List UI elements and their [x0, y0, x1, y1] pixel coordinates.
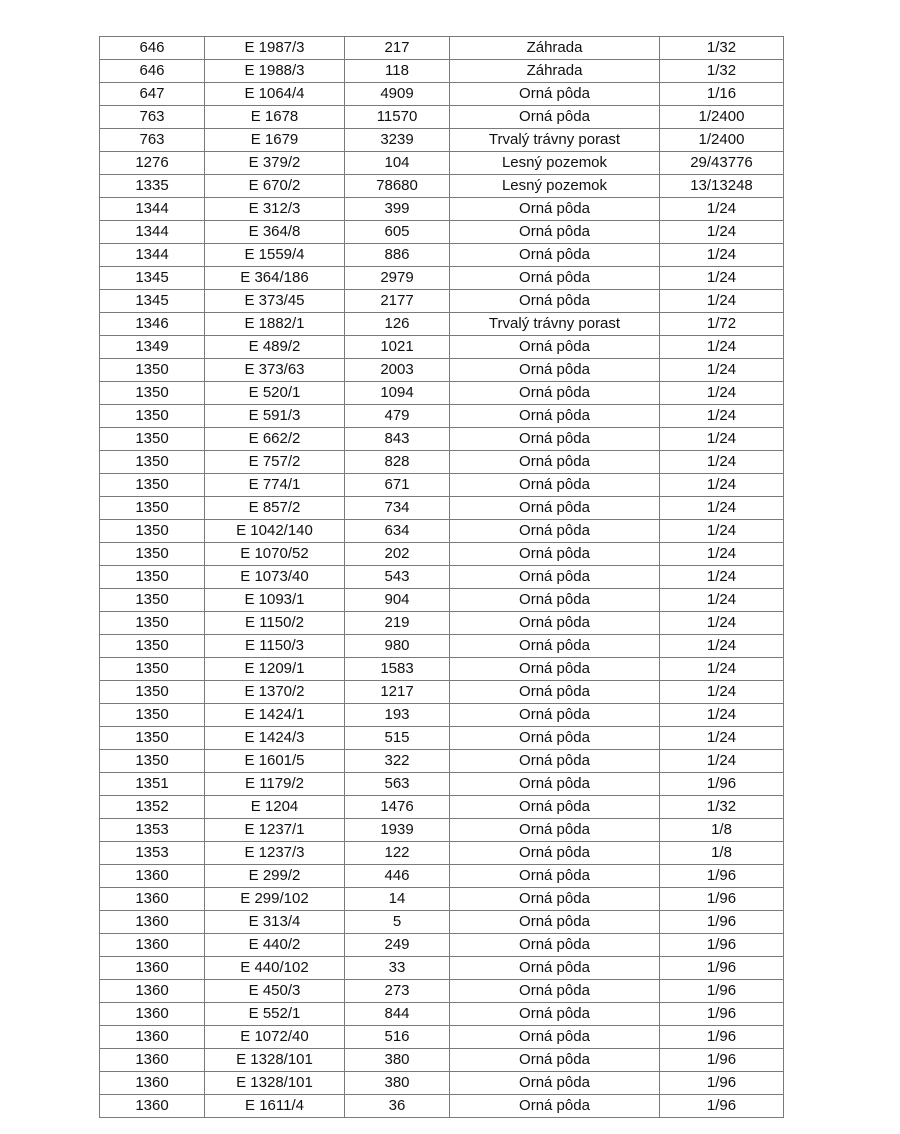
- area-cell: 563: [345, 773, 450, 796]
- lv-number-cell: 1350: [100, 727, 205, 750]
- area-cell: 2177: [345, 290, 450, 313]
- lv-number-cell: 1360: [100, 934, 205, 957]
- table-row: [100, 1049, 784, 1072]
- parcel-number-cell: E 1679: [205, 129, 345, 152]
- area-cell: 516: [345, 1026, 450, 1049]
- land-type-cell: Orná pôda: [450, 612, 660, 635]
- share-cell: 1/72: [660, 313, 784, 336]
- parcel-number-cell: E 1237/1: [205, 819, 345, 842]
- parcel-number-cell: E 1328/101: [205, 1072, 345, 1095]
- area-cell: 219: [345, 612, 450, 635]
- land-type-cell: Orná pôda: [450, 819, 660, 842]
- table-row: [100, 37, 784, 60]
- table-row: [100, 589, 784, 612]
- area-cell: 1476: [345, 796, 450, 819]
- area-cell: 78680: [345, 175, 450, 198]
- table-row: [100, 1003, 784, 1026]
- table-row: [100, 336, 784, 359]
- area-cell: 33: [345, 957, 450, 980]
- table-row: [100, 313, 784, 336]
- lv-number-cell: 1352: [100, 796, 205, 819]
- share-cell: 1/96: [660, 888, 784, 911]
- share-cell: 1/96: [660, 773, 784, 796]
- land-type-cell: Orná pôda: [450, 1049, 660, 1072]
- land-type-cell: Orná pôda: [450, 543, 660, 566]
- lv-number-cell: 1360: [100, 957, 205, 980]
- land-type-cell: Trvalý trávny porast: [450, 313, 660, 336]
- area-cell: 515: [345, 727, 450, 750]
- area-cell: 605: [345, 221, 450, 244]
- share-cell: 1/24: [660, 497, 784, 520]
- area-cell: 380: [345, 1049, 450, 1072]
- share-cell: 1/24: [660, 612, 784, 635]
- area-cell: 36: [345, 1095, 450, 1118]
- parcel-number-cell: E 1559/4: [205, 244, 345, 267]
- parcel-number-cell: E 312/3: [205, 198, 345, 221]
- parcel-number-cell: E 299/2: [205, 865, 345, 888]
- area-cell: 202: [345, 543, 450, 566]
- land-type-cell: Orná pôda: [450, 1072, 660, 1095]
- table-row: [100, 244, 784, 267]
- share-cell: 1/96: [660, 1026, 784, 1049]
- area-cell: 2003: [345, 359, 450, 382]
- area-cell: 1094: [345, 382, 450, 405]
- share-cell: 1/24: [660, 405, 784, 428]
- table-row: [100, 359, 784, 382]
- area-cell: 980: [345, 635, 450, 658]
- area-cell: 844: [345, 1003, 450, 1026]
- table-row: [100, 750, 784, 773]
- area-cell: 14: [345, 888, 450, 911]
- table-row: [100, 980, 784, 1003]
- land-type-cell: Trvalý trávny porast: [450, 129, 660, 152]
- lv-number-cell: 646: [100, 60, 205, 83]
- table-row: [100, 129, 784, 152]
- lv-number-cell: 1350: [100, 704, 205, 727]
- parcel-number-cell: E 1072/40: [205, 1026, 345, 1049]
- parcel-number-cell: E 440/2: [205, 934, 345, 957]
- area-cell: 479: [345, 405, 450, 428]
- table-row: [100, 474, 784, 497]
- parcel-table: [99, 36, 784, 1118]
- parcel-number-cell: E 670/2: [205, 175, 345, 198]
- lv-number-cell: 1360: [100, 888, 205, 911]
- parcel-number-cell: E 1150/2: [205, 612, 345, 635]
- land-type-cell: Orná pôda: [450, 405, 660, 428]
- share-cell: 1/24: [660, 589, 784, 612]
- share-cell: 1/24: [660, 727, 784, 750]
- parcel-number-cell: E 1328/101: [205, 1049, 345, 1072]
- area-cell: 843: [345, 428, 450, 451]
- lv-number-cell: 1350: [100, 543, 205, 566]
- lv-number-cell: 1360: [100, 1049, 205, 1072]
- lv-number-cell: 1360: [100, 911, 205, 934]
- parcel-number-cell: E 1204: [205, 796, 345, 819]
- lv-number-cell: 1360: [100, 1003, 205, 1026]
- parcel-number-cell: E 1150/3: [205, 635, 345, 658]
- land-type-cell: Orná pôda: [450, 796, 660, 819]
- land-type-cell: Orná pôda: [450, 980, 660, 1003]
- table-row: [100, 1095, 784, 1118]
- land-type-cell: Orná pôda: [450, 428, 660, 451]
- lv-number-cell: 1350: [100, 612, 205, 635]
- share-cell: 1/24: [660, 336, 784, 359]
- area-cell: 5: [345, 911, 450, 934]
- share-cell: 13/13248: [660, 175, 784, 198]
- share-cell: 1/8: [660, 819, 784, 842]
- share-cell: 1/24: [660, 382, 784, 405]
- share-cell: 1/96: [660, 1072, 784, 1095]
- table-row: [100, 1026, 784, 1049]
- lv-number-cell: 1350: [100, 589, 205, 612]
- share-cell: 1/16: [660, 83, 784, 106]
- area-cell: 1217: [345, 681, 450, 704]
- lv-number-cell: 1350: [100, 750, 205, 773]
- parcel-number-cell: E 1073/40: [205, 566, 345, 589]
- land-type-cell: Orná pôda: [450, 451, 660, 474]
- lv-number-cell: 1350: [100, 359, 205, 382]
- land-type-cell: Orná pôda: [450, 290, 660, 313]
- table-row: [100, 566, 784, 589]
- area-cell: 273: [345, 980, 450, 1003]
- table-row: [100, 957, 784, 980]
- area-cell: 634: [345, 520, 450, 543]
- parcel-number-cell: E 1988/3: [205, 60, 345, 83]
- area-cell: 104: [345, 152, 450, 175]
- lv-number-cell: 1360: [100, 980, 205, 1003]
- area-cell: 122: [345, 842, 450, 865]
- lv-number-cell: 1350: [100, 658, 205, 681]
- parcel-number-cell: E 1070/52: [205, 543, 345, 566]
- land-type-cell: Orná pôda: [450, 957, 660, 980]
- land-type-cell: Orná pôda: [450, 727, 660, 750]
- share-cell: 1/24: [660, 428, 784, 451]
- area-cell: 671: [345, 474, 450, 497]
- share-cell: 1/24: [660, 543, 784, 566]
- land-type-cell: Orná pôda: [450, 635, 660, 658]
- table-row: [100, 267, 784, 290]
- share-cell: 29/43776: [660, 152, 784, 175]
- parcel-number-cell: E 450/3: [205, 980, 345, 1003]
- land-type-cell: Orná pôda: [450, 359, 660, 382]
- lv-number-cell: 1344: [100, 198, 205, 221]
- area-cell: 193: [345, 704, 450, 727]
- parcel-number-cell: E 364/186: [205, 267, 345, 290]
- lv-number-cell: 647: [100, 83, 205, 106]
- lv-number-cell: 763: [100, 129, 205, 152]
- land-type-cell: Orná pôda: [450, 198, 660, 221]
- table-row: [100, 83, 784, 106]
- lv-number-cell: 1344: [100, 244, 205, 267]
- share-cell: 1/24: [660, 198, 784, 221]
- parcel-number-cell: E 1424/3: [205, 727, 345, 750]
- parcel-number-cell: E 1987/3: [205, 37, 345, 60]
- land-type-cell: Orná pôda: [450, 83, 660, 106]
- lv-number-cell: 1346: [100, 313, 205, 336]
- parcel-number-cell: E 1678: [205, 106, 345, 129]
- lv-number-cell: 1350: [100, 681, 205, 704]
- parcel-number-cell: E 373/63: [205, 359, 345, 382]
- table-row: [100, 934, 784, 957]
- area-cell: 828: [345, 451, 450, 474]
- parcel-number-cell: E 299/102: [205, 888, 345, 911]
- lv-number-cell: 1344: [100, 221, 205, 244]
- area-cell: 4909: [345, 83, 450, 106]
- table-row: [100, 911, 784, 934]
- land-type-cell: Orná pôda: [450, 566, 660, 589]
- table-row: [100, 888, 784, 911]
- table-row: [100, 704, 784, 727]
- land-type-cell: Orná pôda: [450, 1026, 660, 1049]
- share-cell: 1/24: [660, 474, 784, 497]
- table-row: [100, 497, 784, 520]
- land-type-cell: Orná pôda: [450, 336, 660, 359]
- land-type-cell: Orná pôda: [450, 934, 660, 957]
- parcel-number-cell: E 1611/4: [205, 1095, 345, 1118]
- table-row: [100, 819, 784, 842]
- parcel-number-cell: E 1093/1: [205, 589, 345, 612]
- land-type-cell: Orná pôda: [450, 704, 660, 727]
- lv-number-cell: 763: [100, 106, 205, 129]
- area-cell: 249: [345, 934, 450, 957]
- share-cell: 1/96: [660, 911, 784, 934]
- land-type-cell: Orná pôda: [450, 888, 660, 911]
- area-cell: 399: [345, 198, 450, 221]
- table-row: [100, 520, 784, 543]
- share-cell: 1/96: [660, 934, 784, 957]
- share-cell: 1/32: [660, 60, 784, 83]
- land-type-cell: Orná pôda: [450, 589, 660, 612]
- parcel-number-cell: E 520/1: [205, 382, 345, 405]
- parcel-number-cell: E 1209/1: [205, 658, 345, 681]
- land-type-cell: Orná pôda: [450, 658, 660, 681]
- lv-number-cell: 1350: [100, 428, 205, 451]
- table-row: [100, 635, 784, 658]
- lv-number-cell: 1350: [100, 635, 205, 658]
- parcel-number-cell: E 1424/1: [205, 704, 345, 727]
- table-row: [100, 681, 784, 704]
- table-row: [100, 451, 784, 474]
- land-type-cell: Orná pôda: [450, 382, 660, 405]
- table-row: [100, 428, 784, 451]
- area-cell: 118: [345, 60, 450, 83]
- share-cell: 1/96: [660, 1095, 784, 1118]
- share-cell: 1/24: [660, 244, 784, 267]
- lv-number-cell: 1360: [100, 1095, 205, 1118]
- lv-number-cell: 1350: [100, 520, 205, 543]
- area-cell: 446: [345, 865, 450, 888]
- table-row: [100, 865, 784, 888]
- table-row: [100, 382, 784, 405]
- parcel-number-cell: E 1237/3: [205, 842, 345, 865]
- share-cell: 1/24: [660, 566, 784, 589]
- land-type-cell: Orná pôda: [450, 750, 660, 773]
- lv-number-cell: 1350: [100, 405, 205, 428]
- lv-number-cell: 1349: [100, 336, 205, 359]
- land-type-cell: Lesný pozemok: [450, 175, 660, 198]
- share-cell: 1/32: [660, 37, 784, 60]
- share-cell: 1/2400: [660, 129, 784, 152]
- land-type-cell: Orná pôda: [450, 244, 660, 267]
- table-row: [100, 796, 784, 819]
- parcel-number-cell: E 364/8: [205, 221, 345, 244]
- share-cell: 1/96: [660, 1049, 784, 1072]
- share-cell: 1/24: [660, 359, 784, 382]
- land-type-cell: Orná pôda: [450, 773, 660, 796]
- share-cell: 1/24: [660, 290, 784, 313]
- area-cell: 886: [345, 244, 450, 267]
- area-cell: 1021: [345, 336, 450, 359]
- land-type-cell: Orná pôda: [450, 681, 660, 704]
- area-cell: 126: [345, 313, 450, 336]
- lv-number-cell: 1360: [100, 1026, 205, 1049]
- land-type-cell: Orná pôda: [450, 911, 660, 934]
- table-row: [100, 405, 784, 428]
- parcel-number-cell: E 757/2: [205, 451, 345, 474]
- share-cell: 1/24: [660, 451, 784, 474]
- area-cell: 734: [345, 497, 450, 520]
- lv-number-cell: 1276: [100, 152, 205, 175]
- share-cell: 1/24: [660, 750, 784, 773]
- lv-number-cell: 1350: [100, 474, 205, 497]
- lv-number-cell: 1360: [100, 865, 205, 888]
- parcel-number-cell: E 1882/1: [205, 313, 345, 336]
- lv-number-cell: 1350: [100, 566, 205, 589]
- area-cell: 217: [345, 37, 450, 60]
- table-row: [100, 106, 784, 129]
- share-cell: 1/24: [660, 704, 784, 727]
- area-cell: 904: [345, 589, 450, 612]
- table-row: [100, 612, 784, 635]
- parcel-number-cell: E 373/45: [205, 290, 345, 313]
- land-type-cell: Orná pôda: [450, 520, 660, 543]
- share-cell: 1/96: [660, 1003, 784, 1026]
- area-cell: 11570: [345, 106, 450, 129]
- lv-number-cell: 1353: [100, 842, 205, 865]
- table-row: [100, 543, 784, 566]
- table-row: [100, 658, 784, 681]
- parcel-number-cell: E 1064/4: [205, 83, 345, 106]
- parcel-table-body: [100, 37, 784, 1118]
- table-row: [100, 152, 784, 175]
- share-cell: 1/24: [660, 267, 784, 290]
- table-row: [100, 198, 784, 221]
- lv-number-cell: 1345: [100, 290, 205, 313]
- land-type-cell: Lesný pozemok: [450, 152, 660, 175]
- land-type-cell: Orná pôda: [450, 842, 660, 865]
- parcel-number-cell: E 1042/140: [205, 520, 345, 543]
- land-type-cell: Orná pôda: [450, 1095, 660, 1118]
- parcel-number-cell: E 440/102: [205, 957, 345, 980]
- parcel-number-cell: E 591/3: [205, 405, 345, 428]
- area-cell: 1583: [345, 658, 450, 681]
- area-cell: 322: [345, 750, 450, 773]
- table-row: [100, 175, 784, 198]
- lv-number-cell: 1350: [100, 451, 205, 474]
- area-cell: 380: [345, 1072, 450, 1095]
- land-type-cell: Orná pôda: [450, 865, 660, 888]
- area-cell: 1939: [345, 819, 450, 842]
- share-cell: 1/96: [660, 865, 784, 888]
- lv-number-cell: 1345: [100, 267, 205, 290]
- land-type-cell: Orná pôda: [450, 106, 660, 129]
- table-row: [100, 842, 784, 865]
- parcel-number-cell: E 313/4: [205, 911, 345, 934]
- land-type-cell: Orná pôda: [450, 221, 660, 244]
- parcel-number-cell: E 1370/2: [205, 681, 345, 704]
- lv-number-cell: 1353: [100, 819, 205, 842]
- lv-number-cell: 1351: [100, 773, 205, 796]
- share-cell: 1/96: [660, 957, 784, 980]
- area-cell: 543: [345, 566, 450, 589]
- land-type-cell: Orná pôda: [450, 474, 660, 497]
- share-cell: 1/24: [660, 681, 784, 704]
- table-row: [100, 773, 784, 796]
- share-cell: 1/24: [660, 520, 784, 543]
- table-row: [100, 1072, 784, 1095]
- document-page: [99, 36, 784, 1118]
- parcel-number-cell: E 1179/2: [205, 773, 345, 796]
- parcel-number-cell: E 379/2: [205, 152, 345, 175]
- lv-number-cell: 1350: [100, 497, 205, 520]
- land-type-cell: Orná pôda: [450, 267, 660, 290]
- table-row: [100, 60, 784, 83]
- land-type-cell: Záhrada: [450, 37, 660, 60]
- share-cell: 1/24: [660, 221, 784, 244]
- parcel-number-cell: E 857/2: [205, 497, 345, 520]
- share-cell: 1/8: [660, 842, 784, 865]
- parcel-number-cell: E 552/1: [205, 1003, 345, 1026]
- lv-number-cell: 1350: [100, 382, 205, 405]
- lv-number-cell: 1360: [100, 1072, 205, 1095]
- land-type-cell: Záhrada: [450, 60, 660, 83]
- lv-number-cell: 1335: [100, 175, 205, 198]
- area-cell: 2979: [345, 267, 450, 290]
- parcel-number-cell: E 662/2: [205, 428, 345, 451]
- area-cell: 3239: [345, 129, 450, 152]
- parcel-number-cell: E 774/1: [205, 474, 345, 497]
- land-type-cell: Orná pôda: [450, 497, 660, 520]
- share-cell: 1/24: [660, 635, 784, 658]
- share-cell: 1/24: [660, 658, 784, 681]
- table-row: [100, 221, 784, 244]
- share-cell: 1/2400: [660, 106, 784, 129]
- table-row: [100, 727, 784, 750]
- share-cell: 1/96: [660, 980, 784, 1003]
- lv-number-cell: 646: [100, 37, 205, 60]
- parcel-number-cell: E 489/2: [205, 336, 345, 359]
- table-row: [100, 290, 784, 313]
- land-type-cell: Orná pôda: [450, 1003, 660, 1026]
- share-cell: 1/32: [660, 796, 784, 819]
- parcel-number-cell: E 1601/5: [205, 750, 345, 773]
